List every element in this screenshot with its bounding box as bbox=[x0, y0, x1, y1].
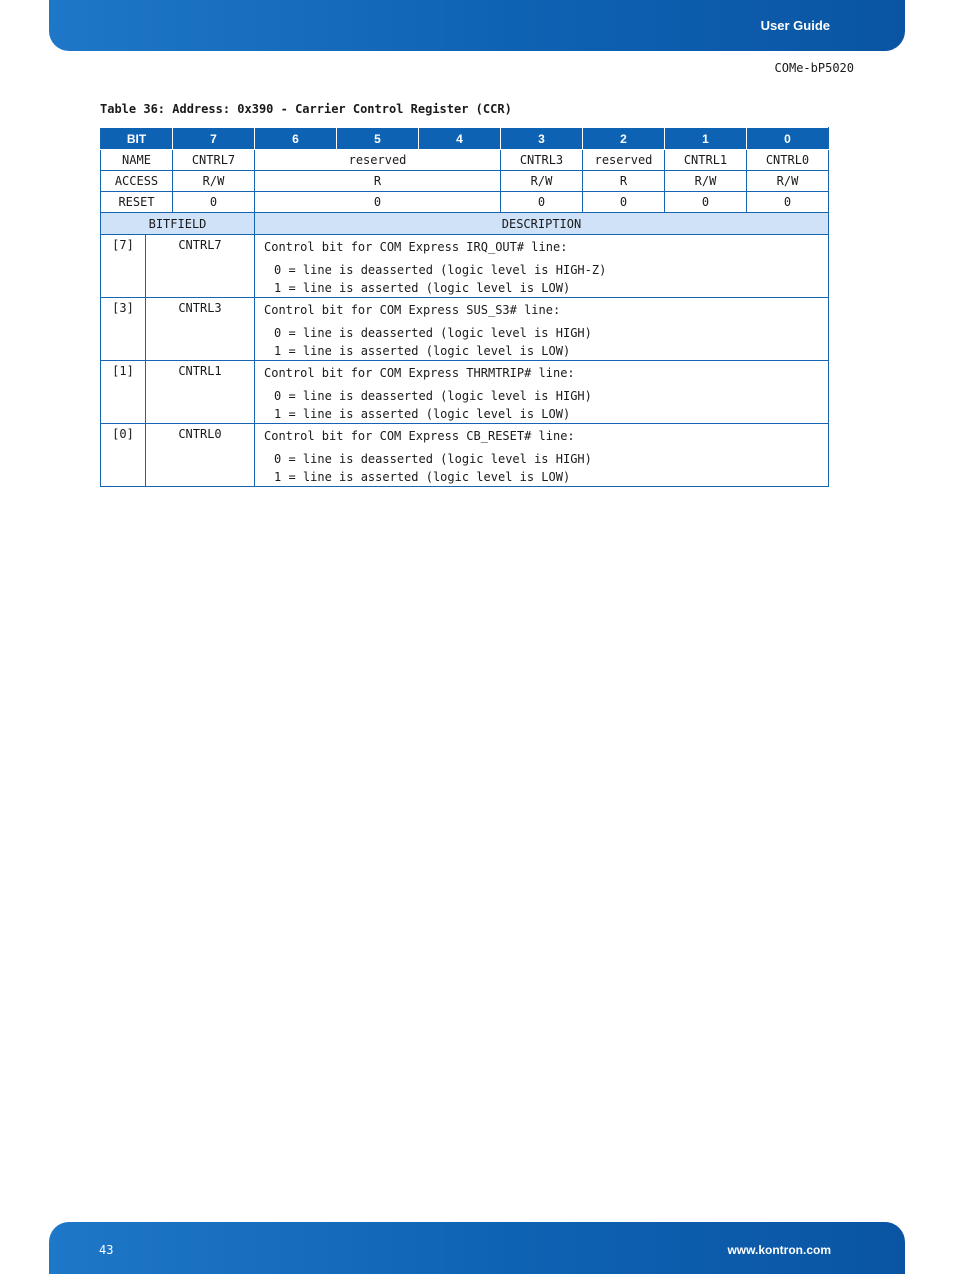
bit-header-row bbox=[101, 128, 829, 150]
header-title: User Guide bbox=[760, 18, 830, 33]
field-row-cntrl0 bbox=[101, 424, 829, 487]
cell: R bbox=[583, 171, 665, 192]
cell: CNTRL1 bbox=[665, 150, 747, 171]
field-bits: [3] bbox=[101, 298, 146, 361]
cell: 0 bbox=[665, 192, 747, 213]
field-description bbox=[255, 361, 829, 424]
field-row-cntrl1 bbox=[101, 361, 829, 424]
field-description bbox=[255, 235, 829, 298]
bit-header-cell: 0 bbox=[747, 128, 829, 150]
description-value-0: 0 = line is deasserted (logic level is HIGH) bbox=[274, 452, 592, 466]
description-intro: Control bit for COM Express CB_RESET# line: bbox=[264, 429, 575, 443]
cell: R/W bbox=[501, 171, 583, 192]
description-intro: Control bit for COM Express IRQ_OUT# line: bbox=[264, 240, 568, 254]
bit-header-cell: 7 bbox=[173, 128, 255, 150]
row-label: NAME bbox=[101, 150, 173, 171]
field-name: CNTRL3 bbox=[146, 298, 255, 361]
table-caption: Table 36: Address: 0x390 - Carrier Control Register (CCR) bbox=[100, 102, 512, 116]
footer-bar bbox=[49, 1222, 905, 1274]
description-value-1: 1 = line is asserted (logic level is LOW) bbox=[274, 407, 571, 421]
field-bits: [0] bbox=[101, 424, 146, 487]
document-name: COMe-bP5020 bbox=[774, 61, 854, 75]
row-label: RESET bbox=[101, 192, 173, 213]
description-intro: Control bit for COM Express SUS_S3# line: bbox=[264, 303, 561, 317]
field-row-cntrl3 bbox=[101, 298, 829, 361]
description-value-0: 0 = line is deasserted (logic level is HIGH) bbox=[274, 389, 592, 403]
bit-header-cell: 2 bbox=[583, 128, 665, 150]
cell: R/W bbox=[665, 171, 747, 192]
cell: 0 bbox=[173, 192, 255, 213]
bit-header-cell: 1 bbox=[665, 128, 747, 150]
field-name: CNTRL1 bbox=[146, 361, 255, 424]
header-bar bbox=[49, 0, 905, 51]
field-row-cntrl7 bbox=[101, 235, 829, 298]
description-value-1: 1 = line is asserted (logic level is LOW) bbox=[274, 281, 571, 295]
access-row bbox=[101, 171, 829, 192]
row-label: ACCESS bbox=[101, 171, 173, 192]
description-heading: DESCRIPTION bbox=[255, 213, 829, 235]
bit-header-cell: 5 bbox=[337, 128, 419, 150]
cell: reserved bbox=[583, 150, 665, 171]
register-table bbox=[100, 127, 829, 487]
description-value-0: 0 = line is deasserted (logic level is HIGH-Z) bbox=[274, 263, 607, 277]
cell: R bbox=[255, 171, 501, 192]
bit-header-cell: 3 bbox=[501, 128, 583, 150]
page-number: 43 bbox=[99, 1243, 114, 1257]
reset-row bbox=[101, 192, 829, 213]
bitfield-heading: BITFIELD bbox=[101, 213, 255, 235]
field-bits: [1] bbox=[101, 361, 146, 424]
website-link[interactable]: www.kontron.com bbox=[727, 1243, 831, 1257]
cell: 0 bbox=[583, 192, 665, 213]
field-bits: [7] bbox=[101, 235, 146, 298]
cell: CNTRL7 bbox=[173, 150, 255, 171]
cell: R/W bbox=[173, 171, 255, 192]
cell: CNTRL0 bbox=[747, 150, 829, 171]
field-name: CNTRL7 bbox=[146, 235, 255, 298]
cell: 0 bbox=[255, 192, 501, 213]
field-description bbox=[255, 424, 829, 487]
cell: reserved bbox=[255, 150, 501, 171]
field-name: CNTRL0 bbox=[146, 424, 255, 487]
description-value-1: 1 = line is asserted (logic level is LOW) bbox=[274, 470, 571, 484]
bit-header-cell: BIT bbox=[101, 128, 173, 150]
cell: R/W bbox=[747, 171, 829, 192]
bit-header-cell: 4 bbox=[419, 128, 501, 150]
name-row bbox=[101, 150, 829, 171]
description-value-0: 0 = line is deasserted (logic level is HIGH) bbox=[274, 326, 592, 340]
field-description bbox=[255, 298, 829, 361]
description-intro: Control bit for COM Express THRMTRIP# line: bbox=[264, 366, 575, 380]
cell: 0 bbox=[501, 192, 583, 213]
bit-header-cell: 6 bbox=[255, 128, 337, 150]
description-value-1: 1 = line is asserted (logic level is LOW) bbox=[274, 344, 571, 358]
bitfield-header-row bbox=[101, 213, 829, 235]
cell: CNTRL3 bbox=[501, 150, 583, 171]
cell: 0 bbox=[747, 192, 829, 213]
